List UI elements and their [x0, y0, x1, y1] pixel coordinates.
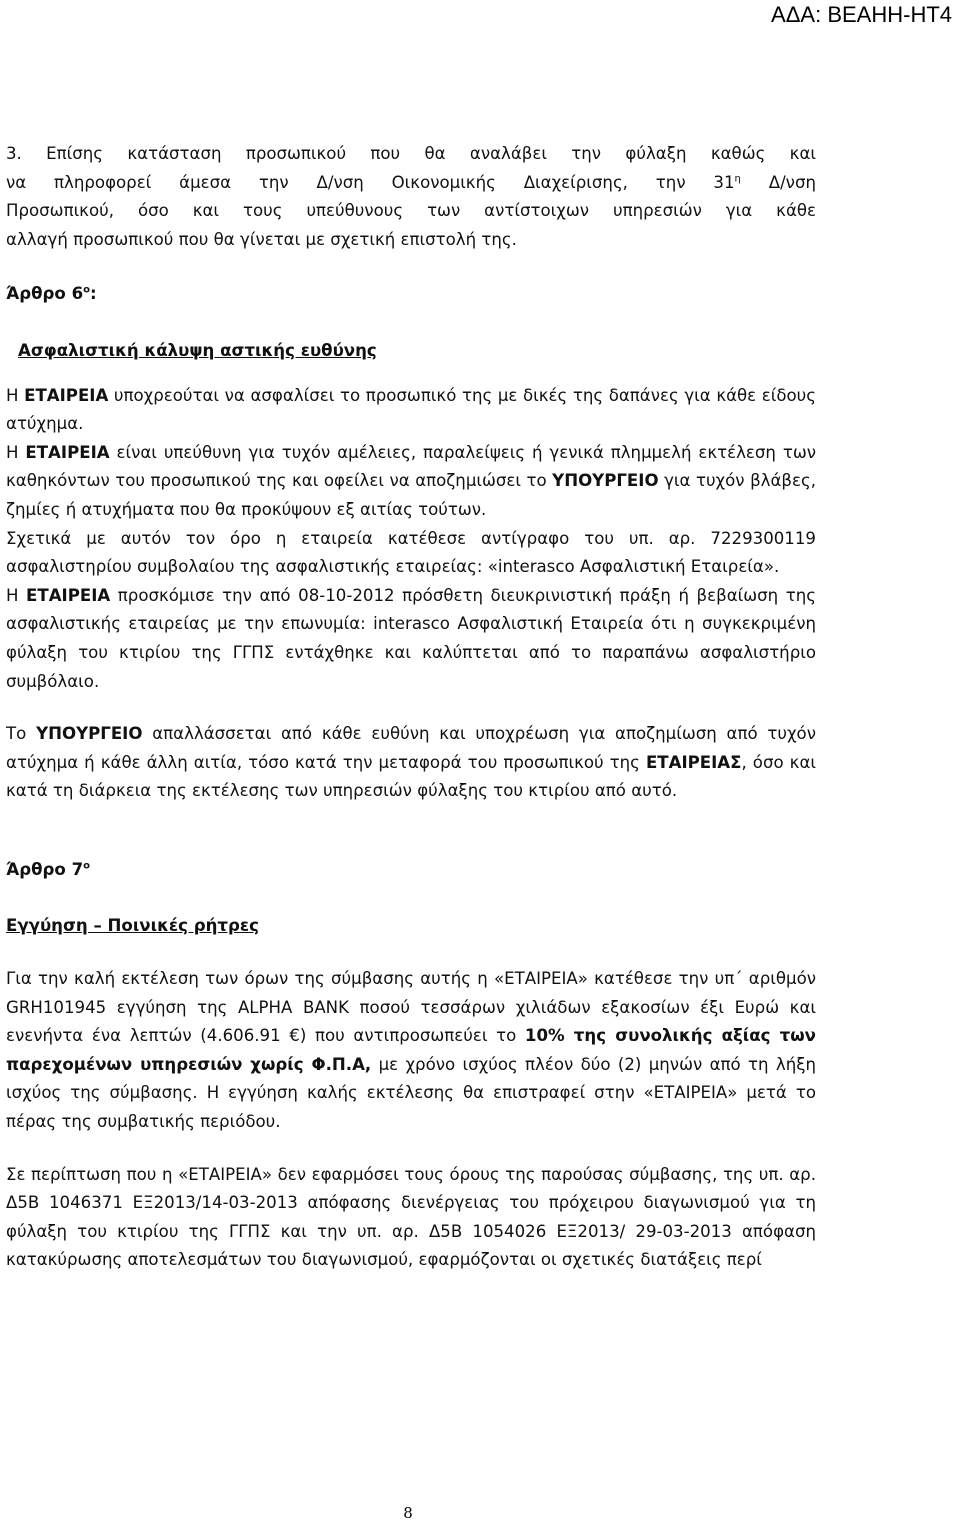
item-3-line-tail: Δ/νση: [740, 172, 816, 192]
item-3-line: αλλαγή προσωπικού που θα γίνεται με σχετική επιστολή της.: [6, 229, 517, 249]
article-7-heading: Άρθρο $7^o$: [6, 859, 90, 879]
document-body: [6, 140, 816, 1275]
item-3: [6, 140, 816, 254]
page-number: 8: [403, 1504, 413, 1522]
paragraph: Η ΕΤΑΙΡΕΙΑ προσκόμισε την από 08-10-2012 πρόσθετη διευκρινιστική πράξη ή βεβαίωση της ασφαλιστικής εταιρείας με την επωνυμία: interasco Ασφαλιστική Εταιρεία ότι η συγκεκριμένη φύλαξη του κτιρίου της ΓΓΠΣ εντάχθηκε και καλύπτεται από το παραπάνω ασφαλιστήριο συμβόλαιο.: [6, 585, 816, 691]
item-3-line-text: να πληροφορεί άμεσα την Δ/νση Οικονομικής Διαχείρισης, την 31: [6, 172, 735, 192]
paragraph: Σε περίπτωση που η «ΕΤΑΙΡΕΙΑ» δεν εφαρμόσει τους όρους της παρούσας σύμβασης, της υπ. αρ. Δ5Β 1046371 ΕΞ2013/14-03-2013 απόφασης διενέργειας του πρόχειρου διαγωνισμού για τη φύλαξη του κτιρίου της ΓΓΠΣ και την υπ. αρ. Δ5Β 1054026 ΕΞ2013/ 29-03-2013 απόφαση κατακύρωσης αποτελεσμάτων του διαγωνισμού, εφαρμόζονται οι σχετικές διατάξεις περί: [6, 1164, 816, 1270]
paragraph: Σχετικά με αυτόν τον όρο η εταιρεία κατέθεσε αντίγραφο του υπ. αρ. 7229300119 ασφαλιστηρίου συμβολαίου της ασφαλιστικής εταιρείας: «interasco Ασφαλιστική Εταιρεία».: [6, 528, 816, 577]
paragraph: Για την καλή εκτέλεση των όρων της σύμβασης αυτής η «ΕΤΑΙΡΕΙΑ» κατέθεσε την υπ΄ αριθμόν GRH101945 εγγύηση της ALPHA BANK ποσού τεσσάρων χιλιάδων εξακοσίων έξι Ευρώ και ενενήντα ένα λεπτών (4.606.91 €) που αντιπροσωπεύει το 10% της συνολικής αξίας των παρεχομένων υπηρεσιών χωρίς Φ.Π.Α, με χρόνο ισχύος πλέον δύο (2) μηνών από τη λήξη ισχύος της σύμβασης. Η εγγύηση καλής εκτέλεσης θα επιστραφεί στην «ΕΤΑΙΡΕΙΑ» μετά το πέρας της συμβατικής περιόδου.: [6, 969, 816, 1132]
paragraph: Το ΥΠΟΥΡΓΕΙΟ απαλλάσσεται από κάθε ευθύνη και υποχρέωση για αποζημίωση από τυχόν ατύχημα ή κάθε άλλη αιτία, τόσο κατά την μεταφορά του προσωπικού της ΕΤΑΙΡΕΙΑΣ, όσο και κατά τη διάρκεια της εκτέλεσης των υπηρεσιών φύλαξης του κτιρίου από αυτό.: [6, 724, 816, 801]
paragraph: Η ΕΤΑΙΡΕΙΑ είναι υπεύθυνη για τυχόν αμέλειες, παραλείψεις ή γενικά πλημμελή εκτέλεση των καθηκόντων του προσωπικού της και οφείλει να αποζημιώσει το ΥΠΟΥΡΓΕΙΟ για τυχόν βλάβες, ζημίες ή ατυχήματα που θα προκύψουν εξ αιτίας τούτων.: [6, 442, 817, 519]
item-3-line: [6, 169, 816, 198]
article-7-subtitle: Εγγύηση – Ποινικές ρήτρες: [6, 916, 259, 936]
paragraph: Η ΕΤΑΙΡΕΙΑ υποχρεούται να ασφαλίσει το προσωπικό της με δικές της δαπάνες για κάθε είδους ατύχημα.: [6, 385, 817, 434]
ada-code: ΑΔΑ: ΒΕΑΗΗ-ΗΤ4: [771, 2, 952, 27]
superscript: η: [734, 173, 741, 185]
article-6-subtitle: Ασφαλιστική κάλυψη αστικής ευθύνης: [18, 340, 377, 360]
item-3-line: Προσωπικού, όσο και τους υπεύθυνους των αντίστοιχων υπηρεσιών για κάθε: [6, 201, 816, 221]
article-6-heading: Άρθρο $6^o$:: [6, 284, 97, 304]
item-3-line: 3. Επίσης κατάσταση προσωπικού που θα αναλάβει την φύλαξη καθώς και: [6, 144, 816, 163]
